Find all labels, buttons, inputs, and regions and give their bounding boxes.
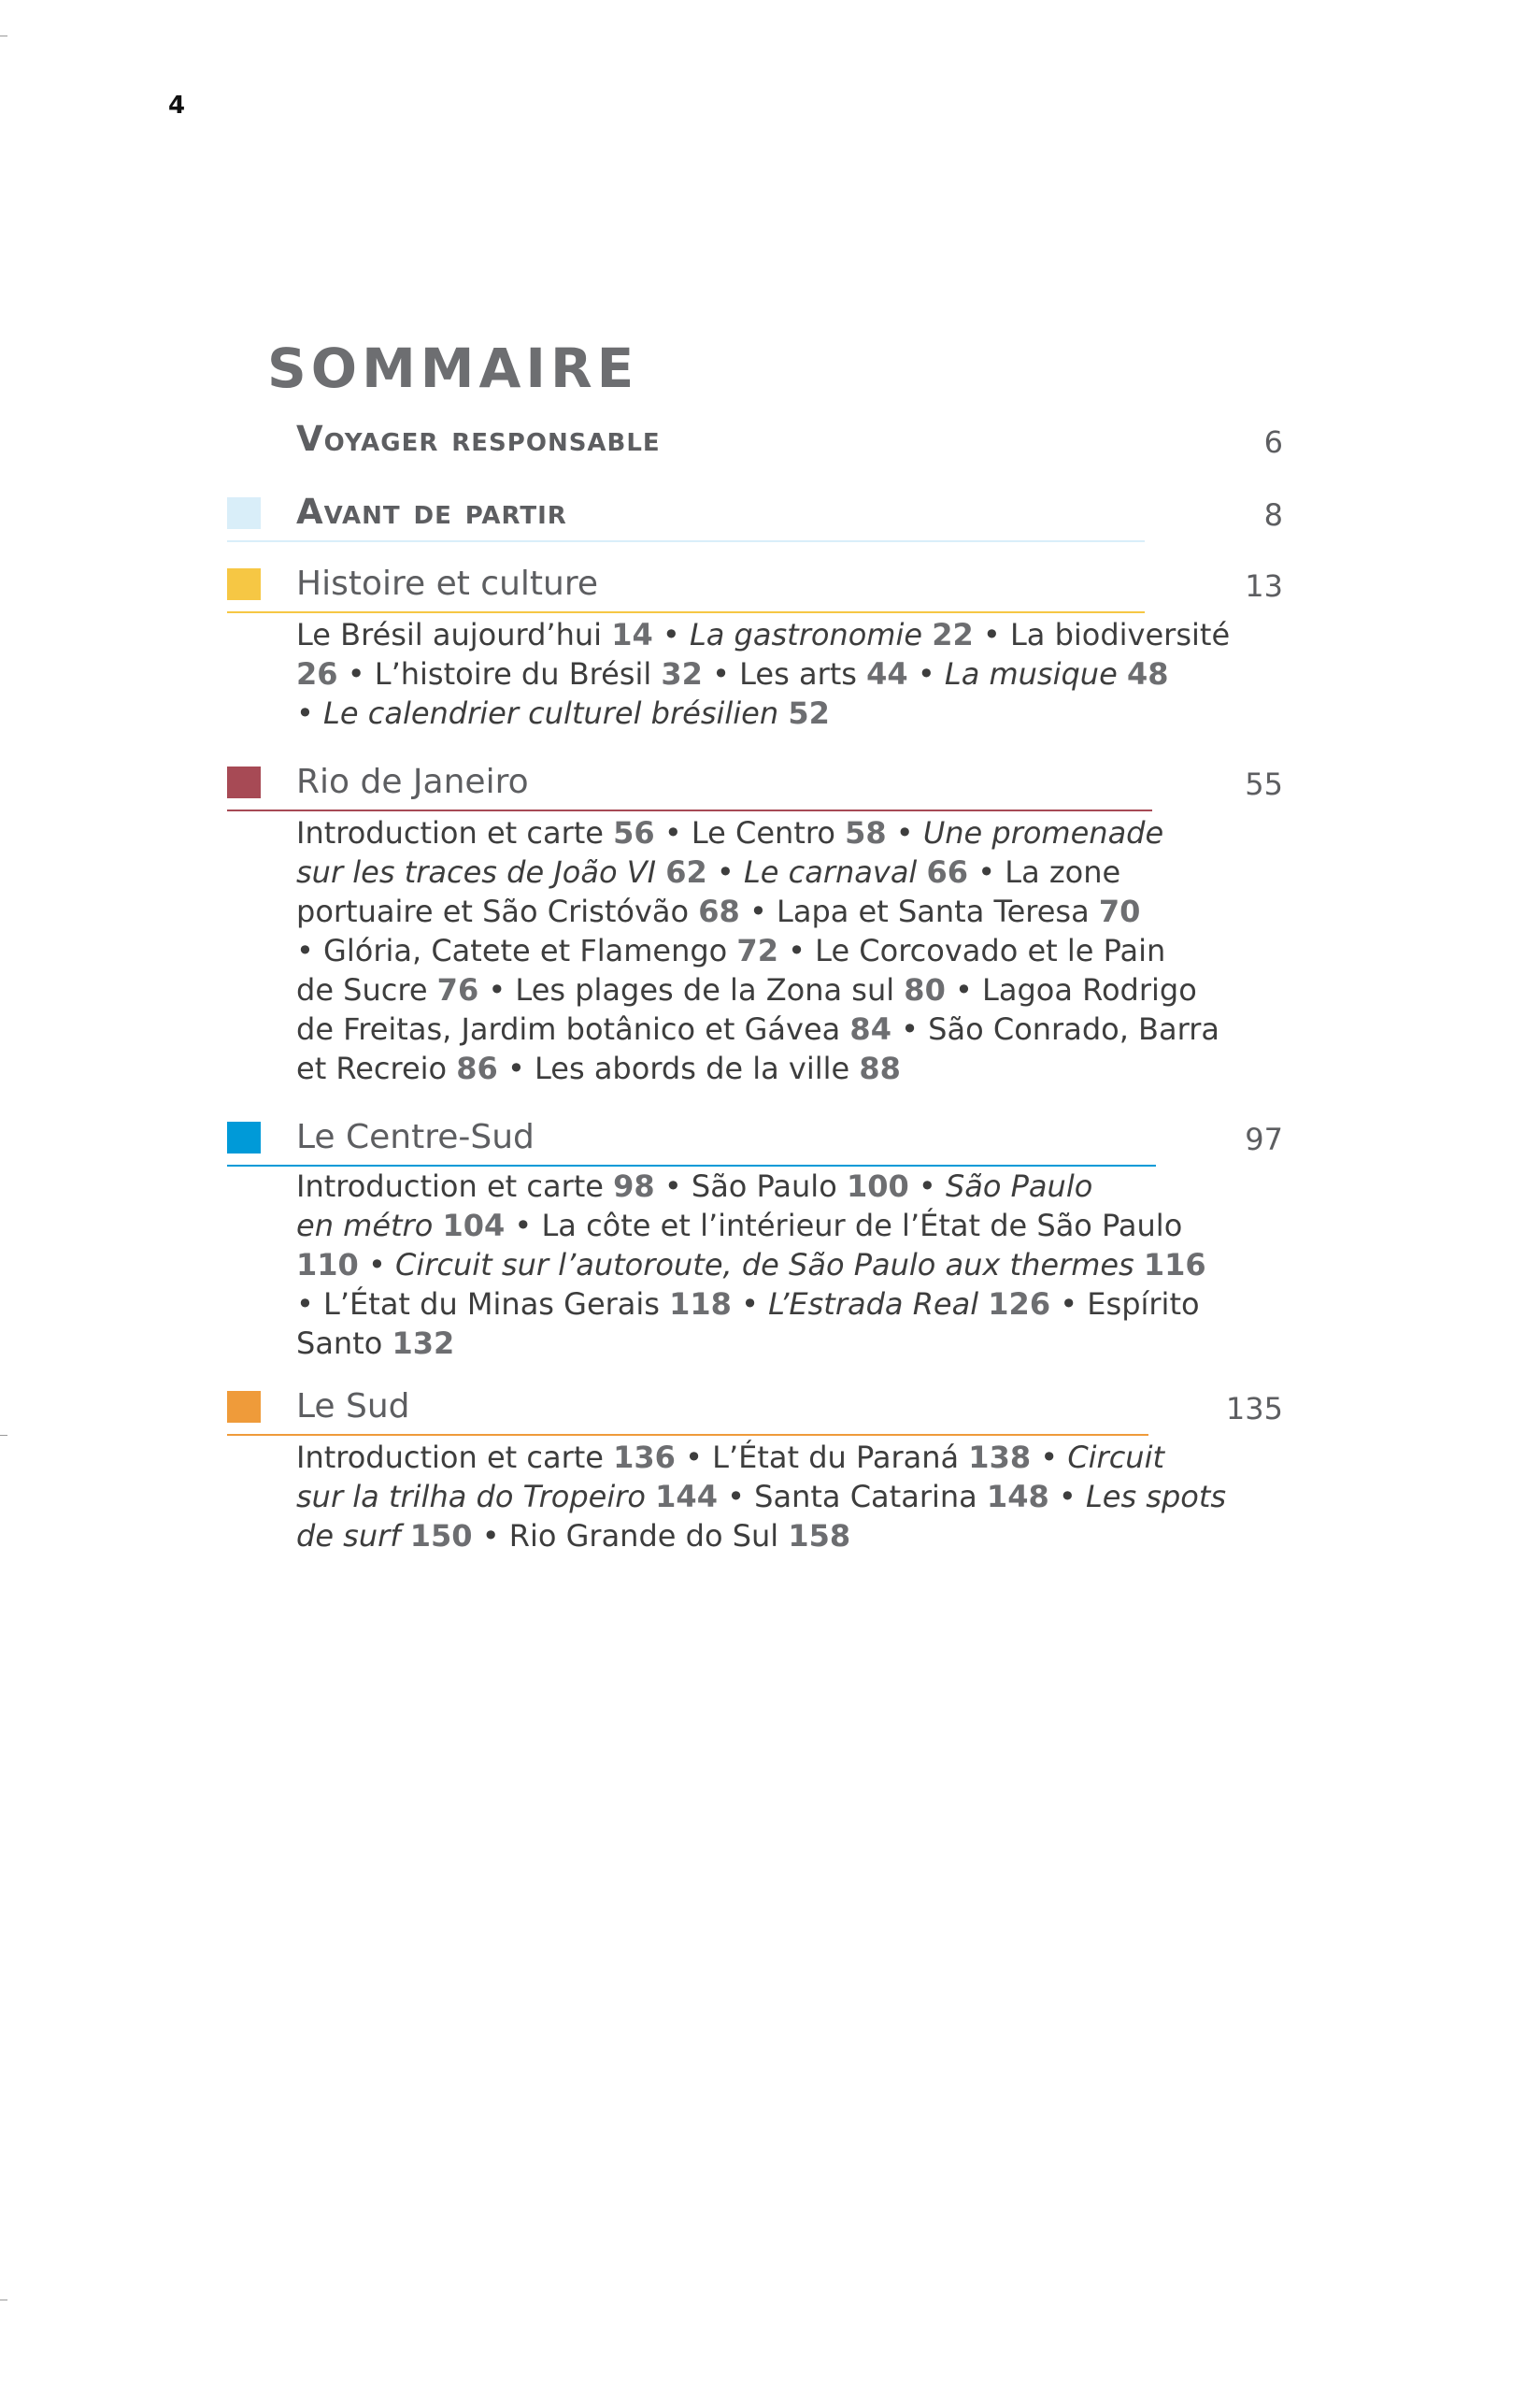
entry-page-number[interactable]: 100 bbox=[846, 1168, 909, 1204]
toc-entry-line bbox=[296, 1167, 1212, 1206]
entry-page-number[interactable]: 144 bbox=[655, 1479, 718, 1514]
entry-page-number[interactable]: 76 bbox=[436, 972, 479, 1008]
entry-title[interactable]: • bbox=[907, 656, 945, 692]
section-le-sud[interactable] bbox=[0, 1387, 1540, 1443]
section-rule bbox=[227, 810, 1152, 811]
entry-title[interactable]: • Lagoa Rodrigo bbox=[945, 972, 1197, 1008]
section-page-number: 135 bbox=[1225, 1391, 1283, 1426]
entry-title[interactable]: en métro bbox=[296, 1208, 443, 1243]
entry-title[interactable]: • bbox=[886, 815, 923, 851]
toc-entry-line bbox=[296, 1324, 1212, 1363]
section-page-number: 13 bbox=[1245, 568, 1283, 604]
entry-title[interactable]: • L’histoire du Brésil bbox=[337, 656, 662, 692]
entry-title[interactable]: Santo bbox=[296, 1325, 392, 1361]
section-color-swatch bbox=[227, 1391, 261, 1423]
entry-page-number[interactable]: 88 bbox=[859, 1051, 901, 1086]
entry-title[interactable]: • bbox=[1048, 1479, 1086, 1514]
entry-title[interactable]: • bbox=[908, 1168, 946, 1204]
entry-title[interactable]: • bbox=[731, 1286, 769, 1322]
toc-entry-line bbox=[296, 1049, 1212, 1088]
toc-entry-line bbox=[296, 1206, 1212, 1245]
section-rule bbox=[227, 540, 1145, 542]
toc-entry-line bbox=[296, 1284, 1212, 1324]
entry-page-number[interactable]: 62 bbox=[665, 854, 707, 890]
entry-title[interactable]: sur les traces de João VI bbox=[296, 854, 666, 890]
entry-page-number[interactable]: 138 bbox=[968, 1440, 1032, 1475]
entry-page-number[interactable]: 150 bbox=[409, 1518, 473, 1554]
section-entries bbox=[296, 1438, 1227, 1555]
entry-title[interactable]: de Sucre bbox=[296, 972, 437, 1008]
entry-page-number[interactable]: 58 bbox=[845, 815, 887, 851]
section-page-number: 55 bbox=[1245, 767, 1283, 802]
entry-page-number[interactable]: 68 bbox=[698, 894, 740, 929]
section-voyager-responsable[interactable] bbox=[0, 421, 1540, 477]
entry-page-number[interactable]: 110 bbox=[296, 1247, 359, 1282]
entry-page-number[interactable]: 132 bbox=[392, 1325, 455, 1361]
entry-page-number[interactable]: 86 bbox=[456, 1051, 498, 1086]
entry-title[interactable]: • Espírito bbox=[1050, 1286, 1200, 1322]
section-label: Rio de Janeiro bbox=[296, 763, 529, 801]
entry-title[interactable]: • L’État du Minas Gerais bbox=[296, 1286, 670, 1322]
entry-title[interactable]: Introduction et carte bbox=[296, 815, 614, 851]
entry-page-number[interactable]: 148 bbox=[986, 1479, 1049, 1514]
section-color-swatch bbox=[227, 497, 261, 529]
entry-page-number[interactable]: 14 bbox=[611, 617, 653, 652]
entry-title[interactable]: de surf bbox=[296, 1518, 410, 1554]
toc-entry-line bbox=[296, 931, 1212, 970]
entry-title[interactable]: Le carnaval bbox=[743, 854, 927, 890]
section-page-number: 97 bbox=[1245, 1122, 1283, 1157]
toc-entry-line bbox=[296, 853, 1212, 892]
section-color-swatch bbox=[227, 1122, 261, 1154]
entry-page-number[interactable]: 52 bbox=[788, 695, 830, 731]
entry-title[interactable]: • Santa Catarina bbox=[717, 1479, 987, 1514]
entry-title[interactable]: Circuit bbox=[1067, 1440, 1165, 1475]
entry-page-number[interactable]: 84 bbox=[849, 1011, 891, 1047]
entry-title[interactable]: • Les plages de la Zona sul bbox=[478, 972, 905, 1008]
section-rule bbox=[227, 611, 1145, 613]
section-label: Voyager responsable bbox=[296, 419, 661, 459]
entry-title[interactable]: • bbox=[358, 1247, 396, 1282]
entry-page-number[interactable]: 72 bbox=[736, 933, 778, 968]
entry-title[interactable]: • Lapa et Santa Teresa bbox=[739, 894, 1099, 929]
toc-entry-line bbox=[296, 1010, 1219, 1049]
entry-title[interactable]: São Paulo bbox=[945, 1168, 1093, 1204]
toc-entry-line bbox=[296, 654, 1212, 694]
toc-entry-line bbox=[296, 1477, 1227, 1516]
toc-title: SOMMAIRE bbox=[267, 337, 639, 400]
entry-title[interactable]: • São Paulo bbox=[654, 1168, 847, 1204]
toc-entry-line bbox=[296, 694, 1212, 733]
section-le-centre-sud[interactable] bbox=[0, 1118, 1540, 1174]
section-label: Le Sud bbox=[296, 1387, 410, 1426]
entry-title[interactable]: • bbox=[1031, 1440, 1068, 1475]
entry-title[interactable]: Une promenade bbox=[922, 815, 1164, 851]
entry-title[interactable]: • Le Corcovado et le Pain bbox=[777, 933, 1166, 968]
entry-title[interactable]: Circuit sur l’autoroute, de São Paulo aux thermes bbox=[395, 1247, 1144, 1282]
entry-page-number[interactable]: 158 bbox=[788, 1518, 851, 1554]
entry-title[interactable]: Le Brésil aujourd’hui bbox=[296, 617, 612, 652]
entry-title[interactable]: • La biodiversité bbox=[973, 617, 1231, 652]
entry-title[interactable]: • La zone bbox=[968, 854, 1121, 890]
entry-title[interactable]: Le calendrier culturel brésilien bbox=[323, 695, 789, 731]
section-color-swatch bbox=[227, 767, 261, 798]
entry-title[interactable]: • Les abords de la ville bbox=[497, 1051, 860, 1086]
section-label: Le Centre-Sud bbox=[296, 1118, 535, 1156]
section-entries bbox=[296, 615, 1231, 733]
section-rule bbox=[227, 1434, 1148, 1436]
entry-page-number[interactable]: 22 bbox=[932, 617, 974, 652]
entry-page-number[interactable]: 70 bbox=[1098, 894, 1141, 929]
entry-page-number[interactable]: 56 bbox=[613, 815, 655, 851]
section-rio-de-janeiro[interactable] bbox=[0, 763, 1540, 819]
toc-entry-line bbox=[296, 813, 1212, 853]
section-label: Avant de partir bbox=[296, 492, 567, 532]
entry-title[interactable]: • São Conrado, Barra bbox=[891, 1011, 1219, 1047]
entry-title[interactable]: Introduction et carte bbox=[296, 1168, 614, 1204]
entry-title[interactable]: et Recreio bbox=[296, 1051, 457, 1086]
entry-title[interactable]: • bbox=[296, 695, 324, 731]
section-page-number: 6 bbox=[1263, 424, 1283, 460]
entry-page-number[interactable]: 44 bbox=[866, 656, 908, 692]
entry-page-number[interactable]: 80 bbox=[904, 972, 946, 1008]
section-entries bbox=[296, 1167, 1212, 1363]
section-avant-de-partir[interactable] bbox=[0, 494, 1540, 550]
entry-title[interactable]: Introduction et carte bbox=[296, 1440, 614, 1475]
entry-page-number[interactable]: 126 bbox=[988, 1286, 1051, 1322]
toc-entry-line bbox=[296, 615, 1231, 654]
entry-title[interactable]: • bbox=[706, 854, 744, 890]
entry-title[interactable]: L’Estrada Real bbox=[768, 1286, 989, 1322]
entry-title[interactable]: • Rio Grande do Sul bbox=[472, 1518, 789, 1554]
entry-title[interactable]: • Glória, Catete et Flamengo bbox=[296, 933, 737, 968]
section-color-swatch bbox=[227, 568, 261, 600]
toc-entry-line bbox=[296, 892, 1212, 931]
entry-title[interactable]: • L’État du Paraná bbox=[675, 1440, 969, 1475]
entry-page-number[interactable]: 26 bbox=[296, 656, 338, 692]
entry-title[interactable]: portuaire et São Cristóvão bbox=[296, 894, 699, 929]
page-number: 4 bbox=[168, 92, 186, 120]
entry-page-number[interactable]: 104 bbox=[442, 1208, 506, 1243]
entry-title[interactable]: • Les arts bbox=[702, 656, 867, 692]
section-label: Histoire et culture bbox=[296, 565, 598, 603]
entry-page-number[interactable]: 66 bbox=[926, 854, 969, 890]
toc-entry-line bbox=[296, 1245, 1212, 1284]
entry-page-number[interactable]: 116 bbox=[1143, 1247, 1206, 1282]
entry-page-number[interactable]: 48 bbox=[1126, 656, 1169, 692]
toc-entry-line bbox=[296, 1516, 1212, 1555]
section-histoire-et-culture[interactable] bbox=[0, 565, 1540, 621]
entry-title[interactable]: • La côte et l’intérieur de l’État de São Paulo bbox=[505, 1208, 1183, 1243]
entry-title[interactable]: sur la trilha do Tropeiro bbox=[296, 1479, 656, 1514]
entry-title[interactable]: Les spots bbox=[1085, 1479, 1227, 1514]
toc-entry-line bbox=[296, 970, 1212, 1010]
entry-page-number[interactable]: 32 bbox=[661, 656, 703, 692]
entry-page-number[interactable]: 118 bbox=[669, 1286, 732, 1322]
toc-entry-line bbox=[296, 1438, 1212, 1477]
section-page-number: 8 bbox=[1263, 497, 1283, 533]
entry-title[interactable]: La musique bbox=[944, 656, 1127, 692]
section-entries bbox=[296, 813, 1219, 1088]
entry-page-number[interactable]: 98 bbox=[613, 1168, 655, 1204]
entry-title[interactable]: de Freitas, Jardim botânico et Gávea bbox=[296, 1011, 850, 1047]
entry-title[interactable]: • Le Centro bbox=[654, 815, 846, 851]
entry-page-number[interactable]: 136 bbox=[613, 1440, 676, 1475]
entry-title[interactable]: La gastronomie bbox=[689, 617, 933, 652]
entry-title[interactable]: • bbox=[652, 617, 690, 652]
